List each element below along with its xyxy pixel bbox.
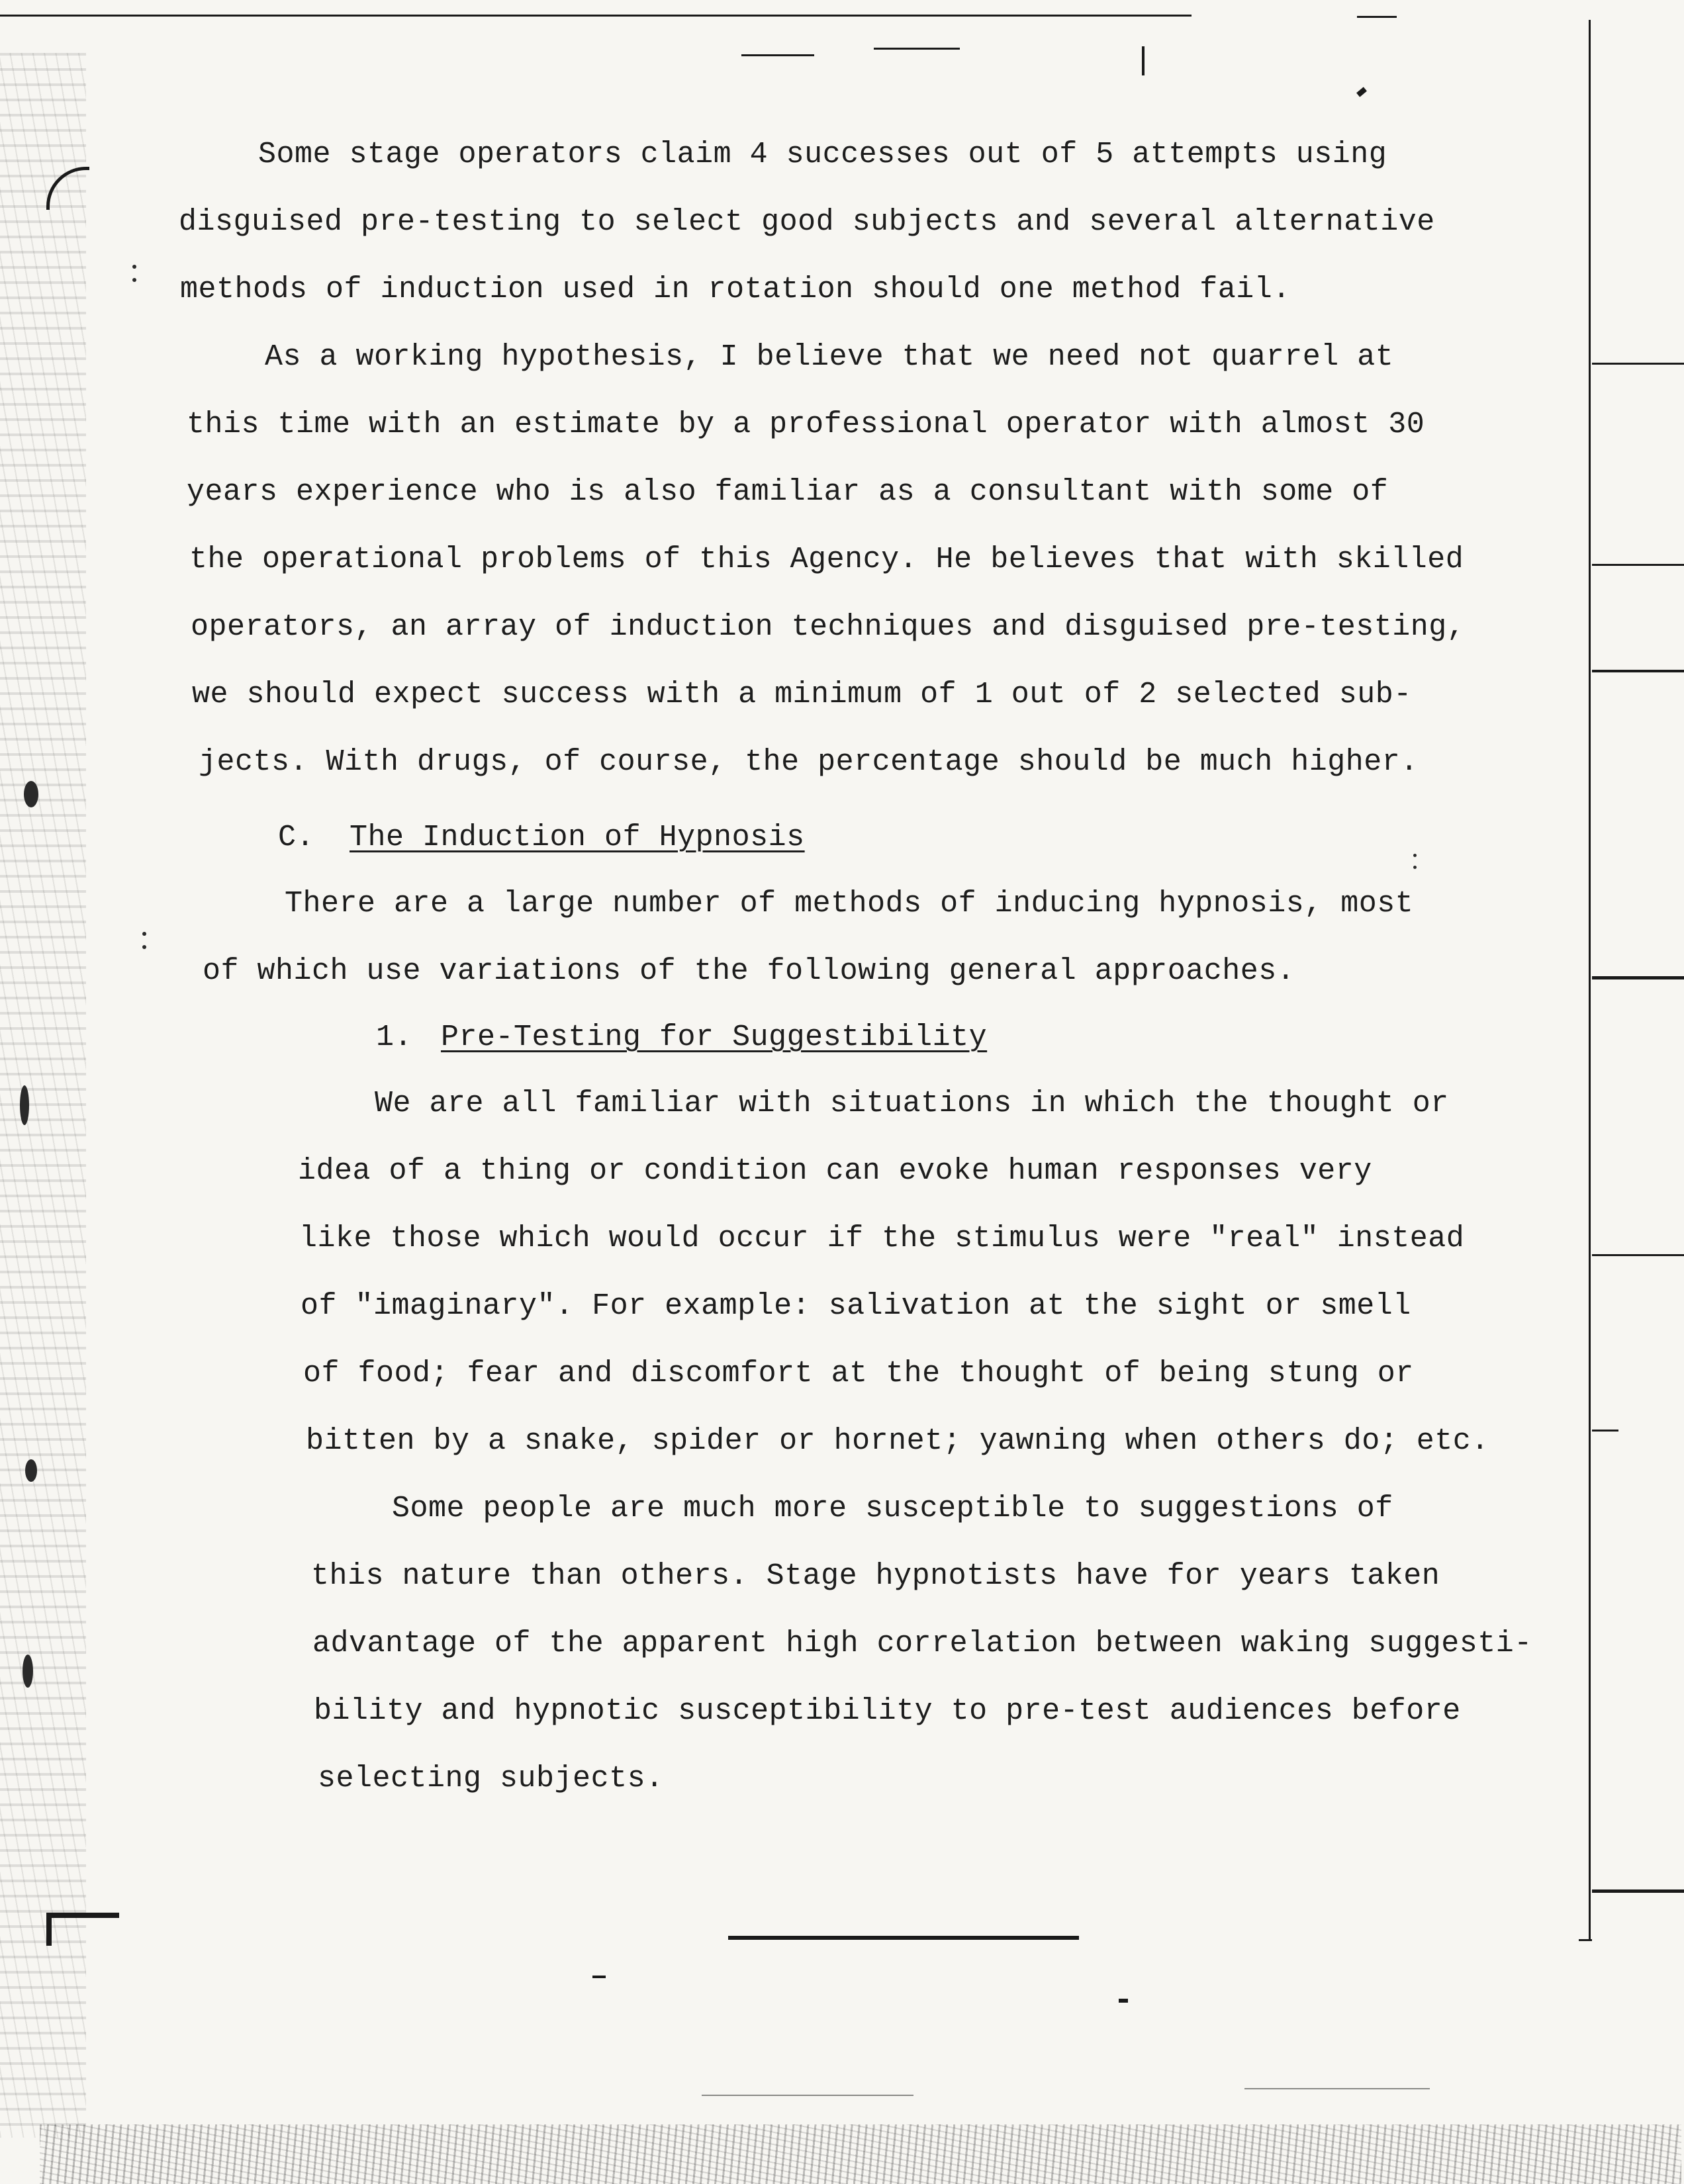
- top-speck: [1356, 87, 1367, 97]
- margin-dot: [1413, 866, 1417, 869]
- paragraph-5-line: selecting subjects.: [318, 1762, 664, 1796]
- left-margin-speck: [20, 1085, 29, 1125]
- subsection-1-title: Pre-Testing for Suggestibility: [441, 1021, 988, 1054]
- paragraph-1-line: Some stage operators claim 4 successes out of 5 attempts using: [258, 138, 1387, 171]
- right-margin-tick: [1592, 363, 1684, 365]
- section-c-label: C.: [278, 821, 315, 854]
- bottom-speck: [592, 1976, 606, 1978]
- top-border-line: [0, 15, 1192, 17]
- paragraph-2-line: operators, an array of induction techniques and disguised pre-testing,: [191, 610, 1466, 644]
- margin-dot: [132, 265, 136, 269]
- paragraph-1-line: methods of induction used in rotation should one method fail.: [180, 273, 1291, 306]
- margin-dot: [132, 278, 136, 282]
- right-margin-tick: [1592, 670, 1684, 672]
- paragraph-4-line: of food; fear and discomfort at the thought of being stung or: [303, 1357, 1414, 1390]
- paragraph-5-line: Some people are much more susceptible to suggestions of: [392, 1492, 1393, 1525]
- margin-dot: [142, 932, 146, 936]
- right-margin-tick: [1592, 564, 1684, 566]
- left-margin-corner-mark: [46, 1913, 52, 1946]
- scan-noise-bottom: [40, 2124, 1681, 2184]
- bottom-rule: [728, 1936, 1079, 1940]
- right-margin-vertical-line: [1589, 20, 1591, 1939]
- paragraph-3-line: of which use variations of the following general approaches.: [203, 954, 1295, 988]
- margin-dot: [142, 945, 146, 949]
- left-margin-corner-mark: [46, 1913, 119, 1918]
- top-dash: [741, 54, 814, 56]
- scan-noise-left-margin: [0, 53, 86, 2138]
- left-margin-speck: [23, 1655, 33, 1688]
- paragraph-2-line: the operational problems of this Agency. He believes that with skilled: [189, 543, 1464, 576]
- paragraph-4-line: bitten by a snake, spider or hornet; yawning when others do; etc.: [306, 1424, 1489, 1458]
- top-right-dash: [1357, 16, 1397, 18]
- section-c-title: The Induction of Hypnosis: [350, 821, 805, 854]
- paragraph-2-line: this time with an estimate by a professional operator with almost 30: [187, 408, 1425, 441]
- right-margin-tick: [1592, 1889, 1684, 1893]
- paragraph-4-line: idea of a thing or condition can evoke human responses very: [298, 1154, 1372, 1188]
- paragraph-3-line: There are a large number of methods of inducing hypnosis, most: [285, 887, 1414, 921]
- left-margin-speck: [25, 1459, 37, 1482]
- subsection-1-label: 1.: [376, 1021, 413, 1054]
- paragraph-4-line: of "imaginary". For example: salivation at the sight or smell: [301, 1289, 1411, 1323]
- paragraph-4-line: We are all familiar with situations in which the thought or: [375, 1087, 1449, 1120]
- margin-dot: [1413, 854, 1417, 857]
- bottom-faint-dash: [702, 2095, 913, 2096]
- paragraph-5-line: advantage of the apparent high correlation between waking suggesti-: [312, 1627, 1532, 1661]
- bottom-speck: [1119, 1999, 1128, 2003]
- right-margin-tick: [1592, 1254, 1684, 1256]
- right-margin-tick: [1592, 976, 1684, 979]
- paragraph-1-line: disguised pre-testing to select good subjects and several alternative: [179, 205, 1435, 239]
- paragraph-2-line: As a working hypothesis, I believe that we need not quarrel at: [265, 340, 1394, 374]
- bottom-faint-dash: [1244, 2088, 1430, 2089]
- top-dash: [874, 48, 960, 50]
- paragraph-5-line: bility and hypnotic susceptibility to pre-test audiences before: [314, 1694, 1461, 1728]
- right-margin-tick: [1592, 1430, 1618, 1432]
- paragraph-4-line: like those which would occur if the stimulus were "real" instead: [299, 1222, 1465, 1255]
- top-tick: [1142, 46, 1145, 75]
- left-margin-speck: [24, 781, 38, 807]
- paragraph-2-line: we should expect success with a minimum of 1 out of 2 selected sub-: [192, 678, 1412, 711]
- paragraph-5-line: this nature than others. Stage hypnotists have for years taken: [311, 1559, 1440, 1593]
- paragraph-2-line: years experience who is also familiar as a consultant with some of: [187, 475, 1389, 509]
- paragraph-2-line: jects. With drugs, of course, the percentage should be much higher.: [199, 745, 1419, 779]
- right-margin-tick: [1579, 1939, 1592, 1941]
